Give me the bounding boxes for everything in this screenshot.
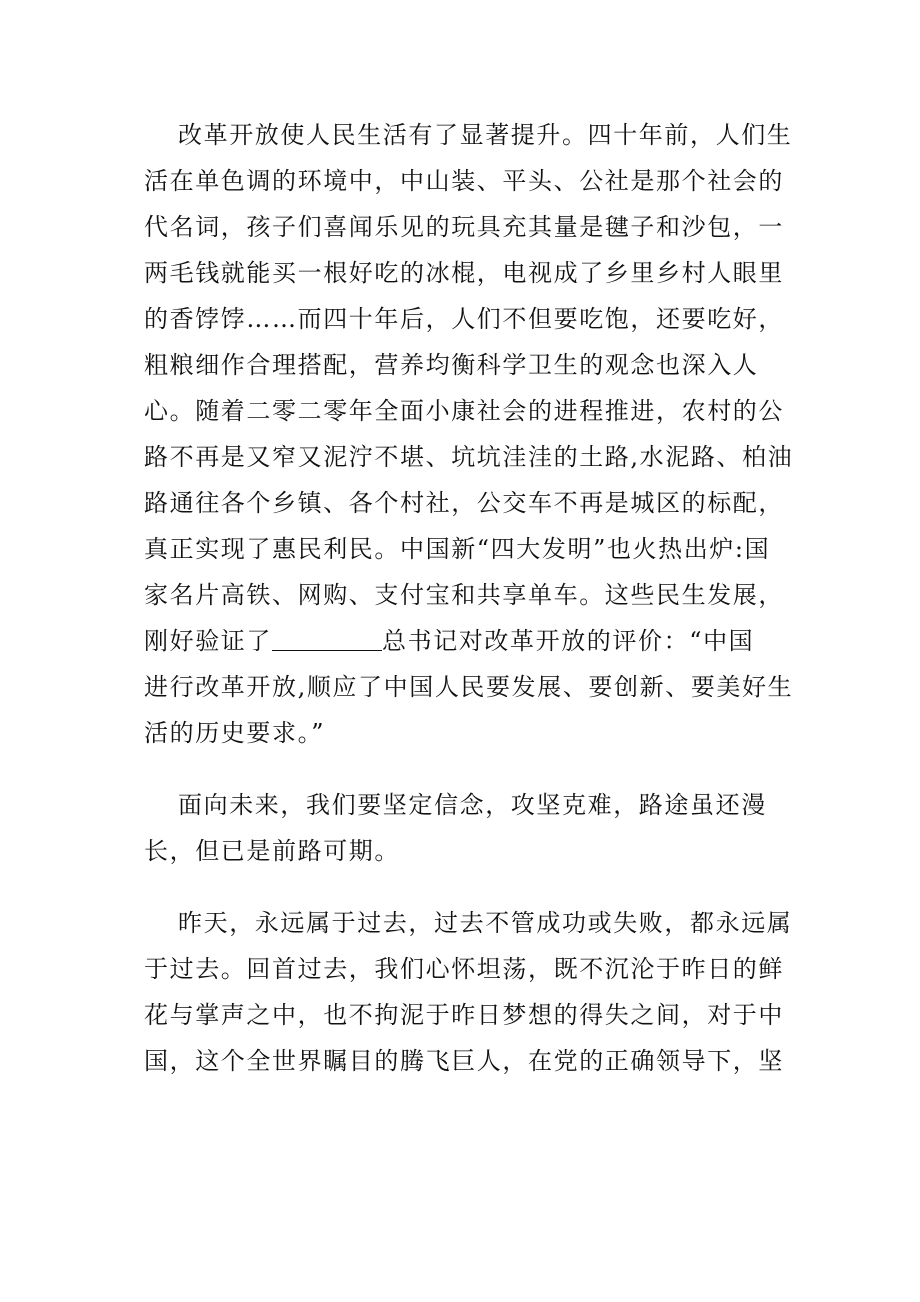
text-line: 的香饽饽……而四十年后，人们不但要吃饱，还要吃好， [144,305,784,333]
text-line: 长，但已是前路可期。 [144,837,400,865]
text-line: 于过去。回首过去，我们心怀坦荡，既不沉沦于昨日的鲜 [144,955,784,983]
text-line: 国，这个全世界瞩目的腾飞巨人，在党的正确领导下，坚 [144,1047,784,1075]
text-line: 代名词，孩子们喜闻乐见的玩具充其量是毽子和沙包，一 [144,213,784,241]
text-line: 花与掌声之中，也不拘泥于昨日梦想的得失之间，对于中 [144,1001,784,1029]
text-line: 两毛钱就能买一根好吃的冰棍，电视成了乡里乡村人眼里 [144,259,784,287]
text-line: 改革开放使人民生活有了显著提升。四十年前，人们生 [178,121,793,149]
paragraph-yesterday [144,900,793,1084]
text-line: 路通往各个乡镇、各个村社，公交车不再是城区的标配， [144,489,784,517]
paragraph-future [144,782,784,874]
text-line: 面向未来，我们要坚定信念，攻坚克难，路途虽还漫 [178,791,767,819]
text-segment: 总书记对改革开放的评价：“中国 [382,627,755,655]
text-line: 活的历史要求。” [144,719,326,747]
text-line: 路不再是又窄又泥泞不堪、坑坑洼洼的土路,水泥路、柏油 [144,443,794,471]
text-line: 活在单色调的环境中，中山装、平头、公社是那个社会的 [144,167,784,195]
text-line: 进行改革开放,顺应了中国人民要发展、要创新、要美好生 [144,673,794,701]
text-line: 家名片高铁、网购、支付宝和共享单车。这些民生发展， [144,581,784,609]
paragraph-reform-livelihood [144,112,794,756]
text-line: 真正实现了惠民利民。中国新“四大发明”也火热出炉:国 [144,535,771,563]
text-segment: 刚好验证了 [144,627,272,655]
text-line: 昨天，永远属于过去，过去不管成功或失败，都永远属 [178,909,793,937]
document-page [144,112,794,1084]
text-line: 粗粮细作合理搭配，营养均衡科学卫生的观念也深入人 [144,351,759,379]
text-line: 心。随着二零二零年全面小康社会的进程推进，农村的公 [144,397,784,425]
fill-in-blank [272,626,382,651]
text-line-with-blank [144,618,784,664]
